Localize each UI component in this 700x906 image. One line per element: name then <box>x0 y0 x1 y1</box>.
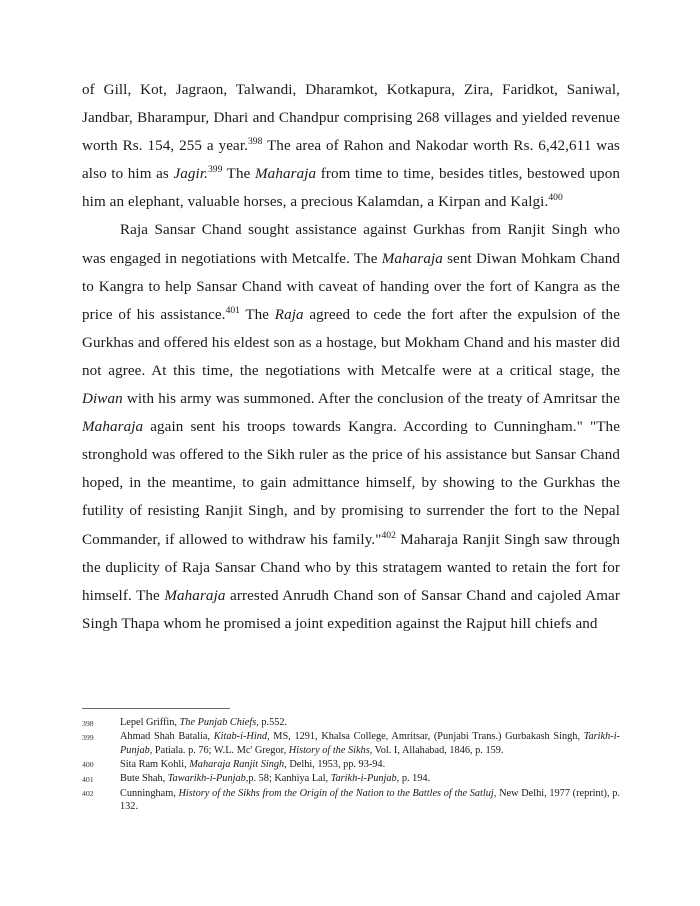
paragraph-2-segment-7: Maharaja Ranjit Singh saw through the duplicity of Raja Sansar Chand who by this stratagem wanted to retain the fort for himself. The <box>82 531 620 604</box>
footnote-399-title-3: History of the Sikhs, <box>288 744 373 756</box>
paragraph-2-segment-6: again sent his troops towards Kangra. According to Cunningham." "The stronghold was offered to the Sikh ruler as the price of his assistance but Sansar Chand hoped, in the meantime, to gain admittance himself, by showing to the Gurkhas the futility of resisting Ranjit Singh, and by promising to surrender the fort to the Nepal Commander, if allowed to withdraw his family." <box>82 419 620 548</box>
footnote-400-segment-1: Sita Ram Kohli, <box>120 758 190 770</box>
paragraph-2-italic-raja: Raja <box>274 306 304 323</box>
paragraph-1-segment-4: from time to time, besides titles, bestowed upon him an elephant, valuable horses, a precious Kalamdan, a Kirpan and Kalgi. <box>82 166 620 211</box>
paragraph-2-italic-diwan: Diwan <box>82 391 123 408</box>
footnote-text <box>120 787 620 814</box>
footnote-entry <box>82 716 620 730</box>
footnote-number: 401 <box>82 774 94 784</box>
footnote-400-title: Maharaja Ranjit Singh, <box>189 758 287 770</box>
footnote-398-segment-2: p.552. <box>258 717 288 728</box>
body-text-block <box>82 76 620 638</box>
paragraph-2-segment-1: Raja Sansar Chand sought assistance against Gurkhas from Ranjit Singh who was engaged in negotiations with Metcalfe. The <box>82 222 620 267</box>
footnote-399-segment-1: Ahmad Shah Batalia, <box>120 731 214 743</box>
paragraph-2-italic-maharaja-3: Maharaja <box>164 587 226 604</box>
paragraph-2-italic-maharaja-2: Maharaja <box>82 419 144 436</box>
paragraph-2-segment-5: with his army was summoned. After the conclusion of the treaty of Amritsar the <box>122 391 620 408</box>
footnote-marker-402: 402 <box>381 529 396 541</box>
paragraph-2-segment-2: sent Diwan Mohkam Chand to Kangra to help Sansar Chand with caveat of handing over the fort of Kangra as the price of his assistance. <box>82 250 620 323</box>
footnote-entry <box>82 772 620 786</box>
footnote-399-title-1: Kitab-i-Hind, <box>213 731 270 743</box>
footnote-401-title-2: Tarikh-i-Punjab, <box>330 773 400 785</box>
footnote-402-segment-2: New Delhi, 1977 (reprint), p. 132. <box>120 787 620 812</box>
footnote-number: 398 <box>82 718 94 728</box>
footnote-401-segment-1: Bute Shah, <box>120 773 168 785</box>
footnote-number: 400 <box>82 760 94 770</box>
footnote-400-segment-2: Delhi, 1953, pp. 93-94. <box>286 758 386 770</box>
paragraph-2-italic-maharaja-1: Maharaja <box>381 250 443 267</box>
footnote-398-segment-1: Lepel Griffin, <box>120 717 180 728</box>
footnote-399-segment-4: Vol. I, Allahabad, 1846, p. 159. <box>372 744 504 756</box>
footnote-text <box>120 716 620 729</box>
footnote-marker-399: 399 <box>208 164 223 176</box>
footnote-separator-rule <box>82 708 230 709</box>
footnote-399-segment-2: MS, 1291, Khalsa College, Amritsar, (Punjabi Trans.) Gurbakash Singh, <box>269 731 584 743</box>
footnote-399-title-2: Tarikh-i-Punjab, <box>120 731 620 756</box>
footnote-marker-400: 400 <box>548 192 563 204</box>
paragraph-sansar-chand <box>82 216 620 637</box>
paragraph-1-italic-jagir: Jagir. <box>173 166 208 183</box>
footnote-entry <box>82 730 620 757</box>
footnote-number: 399 <box>82 732 94 742</box>
paragraph-1-italic-maharaja: Maharaja <box>255 166 317 183</box>
paragraph-1-segment-3: The <box>222 166 255 183</box>
paragraph-continuation <box>82 76 620 216</box>
paragraph-2-segment-3: The <box>239 306 275 323</box>
footnote-399-segment-3: Patiala. p. 76; W.L. Mc' Gregor, <box>152 744 289 756</box>
footnote-number: 402 <box>82 789 94 799</box>
footnote-401-segment-2: p. 58; Kanhiya Lal, <box>248 773 331 785</box>
paragraph-1-segment-2: The area of Rahon and Nakodar worth Rs. 6,42,611 was also to him as <box>82 138 621 183</box>
footnote-list <box>82 716 620 814</box>
footnote-entry <box>82 787 620 814</box>
footnote-402-title: History of the Sikhs from the Origin of the Nation to the Battles of the Satluj, <box>178 787 497 799</box>
footnote-marker-398: 398 <box>248 136 263 148</box>
footnote-text <box>120 772 620 785</box>
footnote-text <box>120 730 620 757</box>
footnote-402-segment-1: Cunningham, <box>120 787 179 799</box>
footnote-entry <box>82 758 620 772</box>
paragraph-2-segment-8: arrested Anrudh Chand son of Sansar Chand and cajoled Amar Singh Thapa whom he promised a joint expedition against the Rajput hill chiefs and <box>82 587 620 632</box>
footnote-401-segment-3: p. 194. <box>399 773 431 785</box>
footnote-marker-401: 401 <box>225 304 240 316</box>
footnote-401-title-1: Tawarikh-i-Punjab, <box>167 773 249 785</box>
paragraph-2-segment-4: agreed to cede the fort after the expulsion of the Gurkhas and offered his eldest son as a hostage, but Mokham Chand and his master did not agree. At this time, the negotiations with Metcalfe were at a critical stage, the <box>82 306 620 379</box>
paragraph-1-segment-1: of Gill, Kot, Jagraon, Talwandi, Dharamkot, Kotkapura, Zira, Faridkot, Saniwal, Jandbar, Bharampur, Dhari and Chandpur comprising 268 villages and yielded revenue worth Rs. 154, 255 a year. <box>82 82 620 155</box>
footnote-398-title: The Punjab Chiefs, <box>179 717 259 728</box>
footnote-text <box>120 758 620 771</box>
